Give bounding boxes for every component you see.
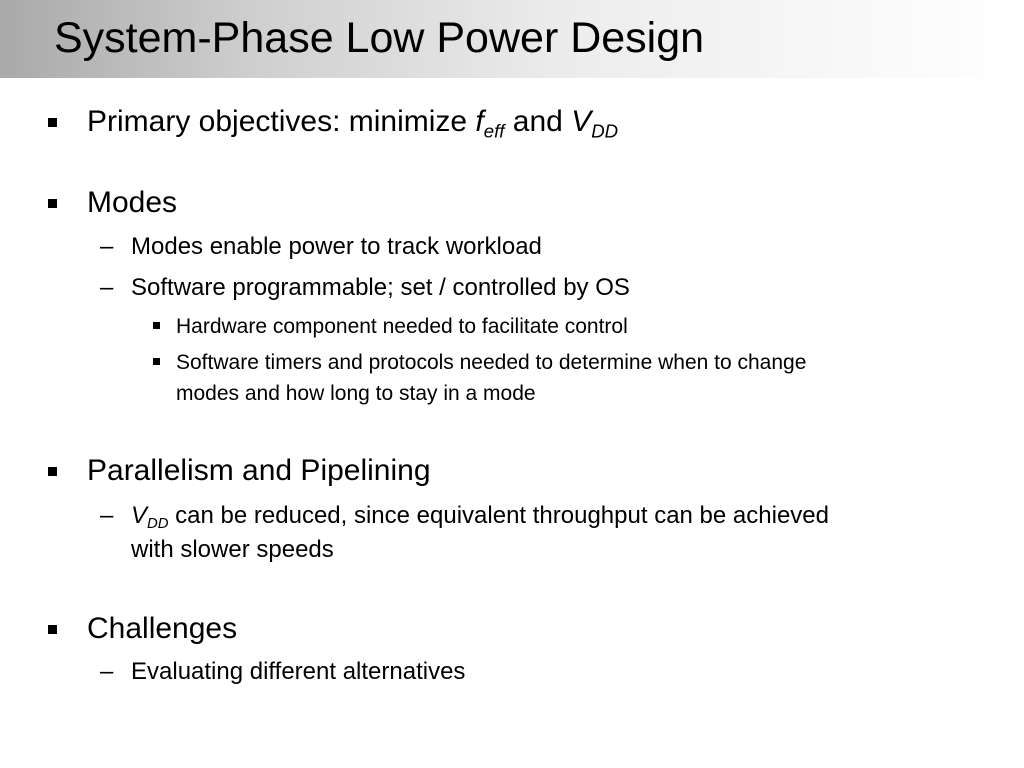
- sub-bullet-text: with slower speeds: [131, 536, 334, 563]
- square-bullet-icon: [48, 199, 57, 208]
- v-subscript: DD: [591, 120, 619, 142]
- sub-bullet-text: Evaluating different alternatives: [131, 658, 466, 685]
- sub-sub-bullet-text: Hardware component needed to facilitate control: [176, 315, 628, 338]
- sub-bullet-text: Modes enable power to track workload: [131, 233, 542, 260]
- bullet-text: Challenges: [87, 612, 238, 645]
- dash-marker: –: [100, 274, 114, 301]
- v-variable: V: [131, 502, 148, 529]
- square-bullet-icon: [48, 118, 57, 127]
- dash-marker: –: [100, 502, 114, 529]
- slide-title: System-Phase Low Power Design: [54, 14, 705, 62]
- objectives-prefix: Primary objectives: minimize: [87, 105, 476, 138]
- bullet-text: Parallelism and Pipelining: [87, 454, 431, 487]
- dash-marker: –: [100, 658, 114, 685]
- f-subscript: eff: [483, 120, 505, 142]
- v-subscript: DD: [147, 516, 169, 533]
- bullet-text: [87, 104, 618, 150]
- sub-sub-bullet-text: modes and how long to stay in a mode: [176, 382, 536, 405]
- bullet-text: Modes: [87, 186, 178, 219]
- dash-marker: –: [100, 233, 114, 260]
- square-bullet-icon: [48, 625, 57, 634]
- square-bullet-icon: [153, 322, 160, 329]
- parallelism-line1: can be reduced, since equivalent throughput can be achieved: [168, 502, 829, 529]
- square-bullet-icon: [48, 467, 57, 476]
- square-bullet-icon: [153, 358, 160, 365]
- v-variable: V: [571, 105, 592, 138]
- objectives-and: and: [504, 105, 572, 138]
- f-variable: f: [475, 105, 484, 138]
- sub-sub-bullet-text: Software timers and protocols needed to determine when to change: [176, 351, 807, 374]
- sub-bullet-text: Software programmable; set / controlled by OS: [131, 274, 630, 301]
